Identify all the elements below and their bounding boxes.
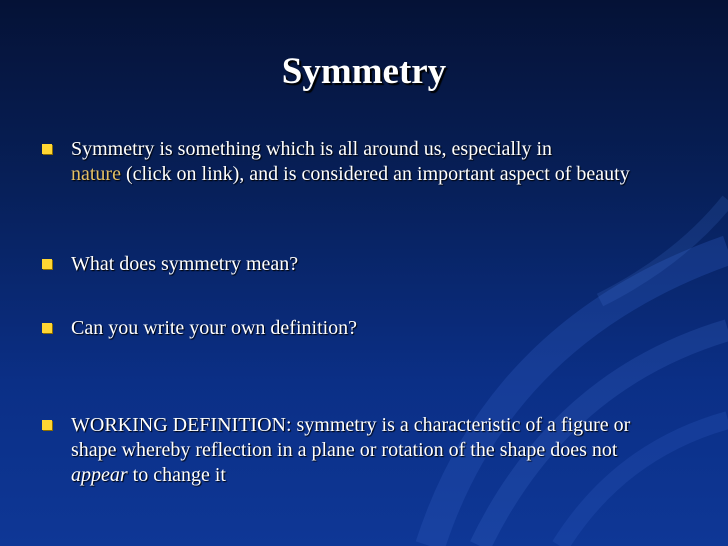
bullet-text: Can you write your own definition? bbox=[71, 317, 358, 339]
bullet-text bbox=[71, 413, 671, 488]
bullet-text: What does symmetry mean? bbox=[71, 253, 299, 275]
bullet-marker bbox=[42, 259, 52, 269]
emphasized-word: appear bbox=[71, 464, 128, 486]
bullet-marker bbox=[42, 323, 52, 333]
bullet-marker bbox=[42, 144, 52, 154]
bullet-text-part: to change it bbox=[127, 464, 226, 486]
bullet-text-part: (click on link), and is considered an important aspect of beauty bbox=[120, 163, 630, 185]
bullet-marker bbox=[42, 420, 52, 430]
bullet-text bbox=[71, 137, 671, 187]
bullet-text-part: Symmetry is something which is all around us, especially in bbox=[71, 138, 553, 160]
slide-title: Symmetry bbox=[281, 51, 447, 92]
bullet-text-part: WORKING DEFINITION: symmetry is a characteristic of a figure or shape whereby reflection in a plane or rotation of the shape does not bbox=[71, 414, 631, 461]
nature-link[interactable]: nature bbox=[71, 163, 121, 185]
